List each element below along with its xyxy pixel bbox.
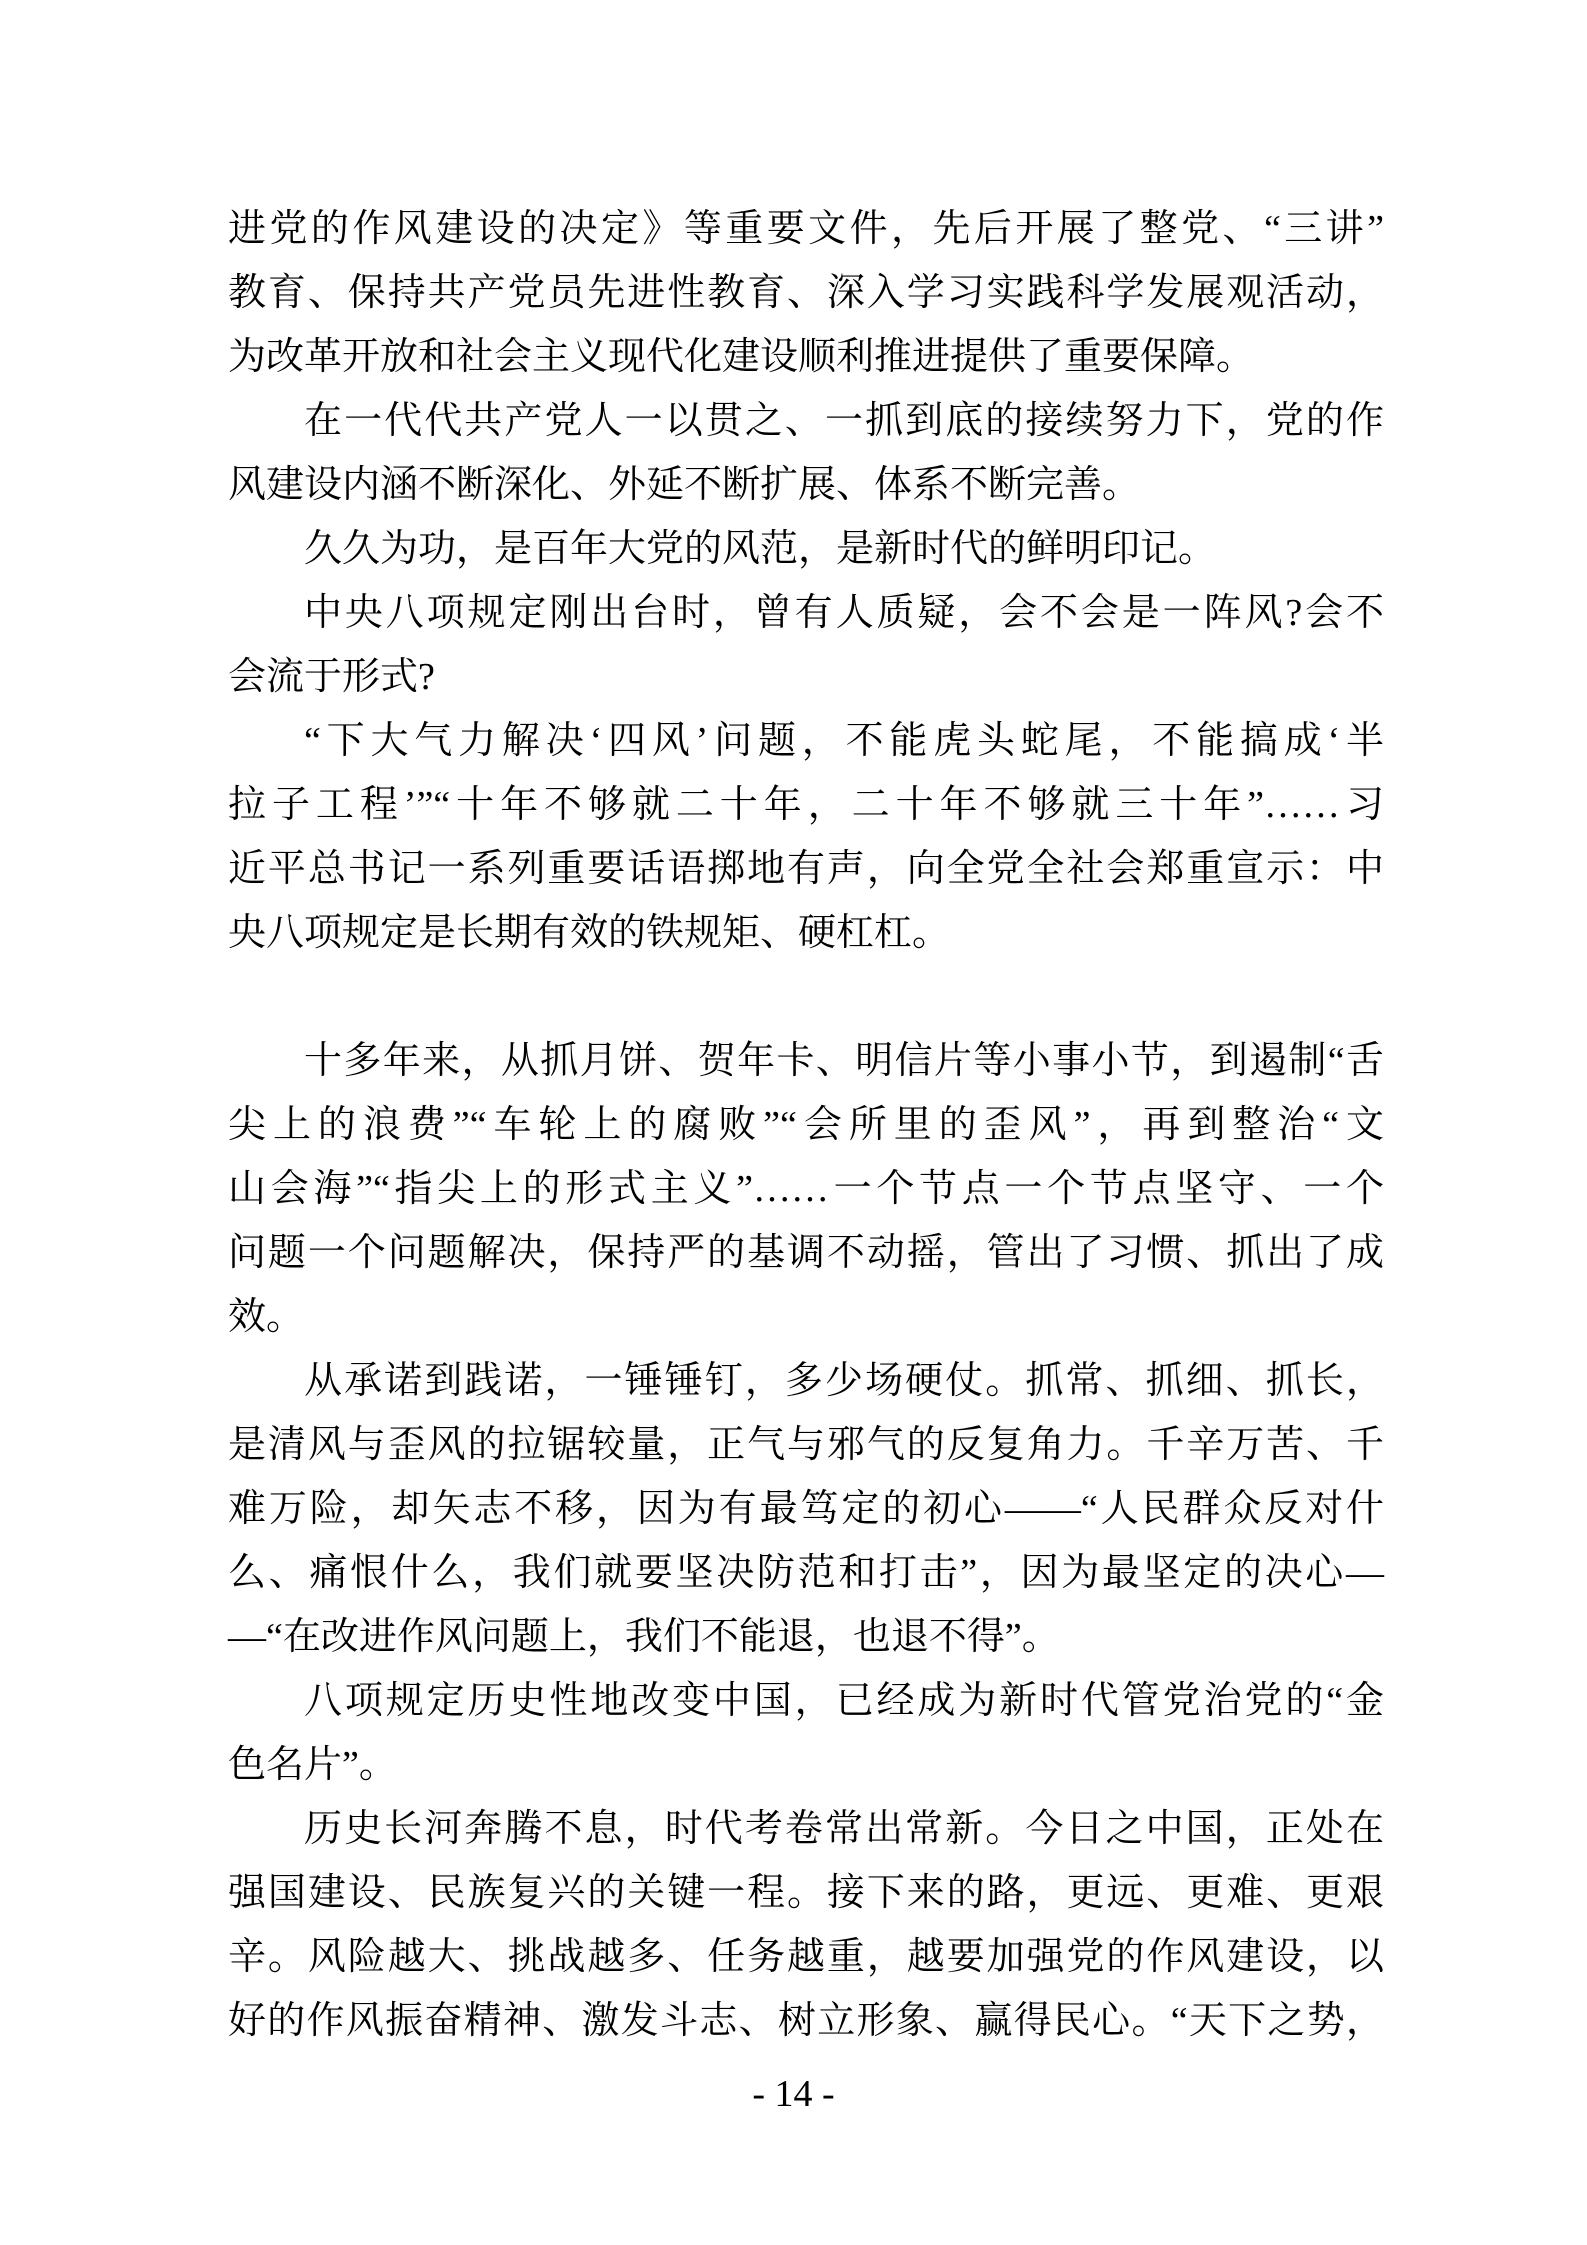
text-line: 从承诺到践诺，一锤锤钉，多少场硬仗。抓常、抓细、抓长，	[304, 1360, 1384, 1402]
text-line: 央八项规定是长期有效的铁规矩、硬杠杠。	[228, 912, 951, 954]
text-line: 十多年来，从抓月饼、贺年卡、明信片等小事小节，到遏制“舌	[304, 1040, 1384, 1082]
text-line: 好的作风振奋精神、激发斗志、树立形象、赢得民心。“天下之势，	[228, 2000, 1384, 2042]
text-line: 问题一个问题解决，保持严的基调不动摇，管出了习惯、抓出了成	[228, 1232, 1384, 1274]
text-line: 历史长河奔腾不息，时代考卷常出常新。今日之中国，正处在	[304, 1808, 1384, 1850]
text-line: 么、痛恨什么，我们就要坚决防范和打击”，因为最坚定的决心—	[228, 1552, 1384, 1594]
document-body	[228, 197, 1384, 2053]
text-line: “下大气力解决‘四风’问题，不能虎头蛇尾，不能搞成‘半	[304, 720, 1384, 762]
text-line: 会流于形式?	[228, 656, 435, 698]
text-line: 中央八项规定刚出台时，曾有人质疑，会不会是一阵风?会不	[304, 592, 1384, 634]
text-line: 为改革开放和社会主义现代化建设顺利推进提供了重要保障。	[228, 336, 1255, 378]
text-line: 在一代代共产党人一以贯之、一抓到底的接续努力下，党的作	[304, 400, 1384, 442]
text-line: 尖上的浪费”“车轮上的腐败”“会所里的歪风”，再到整治“文	[228, 1104, 1384, 1146]
blank-line	[228, 965, 1384, 1029]
text-line: 近平总书记一系列重要话语掷地有声，向全党全社会郑重宣示：中	[228, 848, 1384, 890]
text-line: 久久为功，是百年大党的风范，是新时代的鲜明印记。	[304, 528, 1217, 570]
text-line: 教育、保持共产党员先进性教育、深入学习实践科学发展观活动，	[228, 272, 1384, 314]
text-line: 八项规定历史性地改变中国，已经成为新时代管党治党的“金	[304, 1680, 1384, 1722]
text-line: 难万险，却矢志不移，因为有最笃定的初心——“人民群众反对什	[228, 1488, 1384, 1530]
page-footer	[0, 2072, 1587, 2116]
text-line: 效。	[228, 1296, 305, 1338]
text-line: 风建设内涵不断深化、外延不断扩展、体系不断完善。	[228, 464, 1141, 506]
page-number: - 14 -	[752, 2073, 835, 2115]
text-line: 进党的作风建设的决定》等重要文件，先后开展了整党、“三讲”	[228, 208, 1384, 250]
text-line: 色名片”。	[228, 1744, 397, 1786]
text-line: 强国建设、民族复兴的关键一程。接下来的路，更远、更难、更艰	[228, 1872, 1384, 1914]
text-line: 是清风与歪风的拉锯较量，正气与邪气的反复角力。千辛万苦、千	[228, 1424, 1384, 1466]
text-line: 拉子工程’”“十年不够就二十年，二十年不够就三十年”……习	[228, 784, 1384, 826]
text-line: 山会海”“指尖上的形式主义”……一个节点一个节点坚守、一个	[228, 1168, 1384, 1210]
text-line: —“在改进作风问题上，我们不能退，也退不得”。	[228, 1616, 1060, 1658]
text-line: 辛。风险越大、挑战越多、任务越重，越要加强党的作风建设，以	[228, 1936, 1384, 1978]
